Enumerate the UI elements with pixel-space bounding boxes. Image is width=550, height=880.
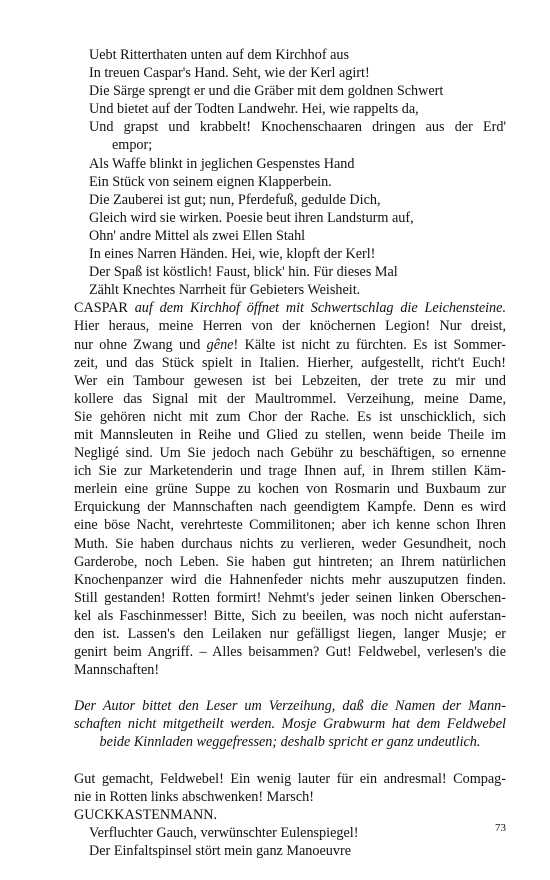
prose-line: Garderobe, noch Leben. Sie haben gut hintreten; an Ihrem natürlichen (74, 553, 506, 570)
caspar-speech-2 (74, 770, 506, 824)
prose-line: nie in Rotten links abschwenken! Marsch! (74, 788, 314, 805)
stage-line: schaften nicht mitgetheilt werden. Mosje Grabwurm hat dem Feldwebel (74, 716, 506, 733)
verse-line: Der Einfaltspinsel stört mein ganz Manoeuvre (89, 842, 351, 859)
prose-line: kollere das Signal mit der Maultrommel. Verzeihung, meine Dame, (74, 390, 506, 407)
prose-line: ich Sie zur Marketenderin und trage Ihnen auf, in Ihrem stillen Käm- (74, 463, 506, 480)
prose-line: kel als Faschinmesser! Bitte, Sich zu beeilen, was noch nicht auferstan- (74, 607, 506, 624)
prose-line: nur ohne Zwang und gêne! Kälte ist nicht zu fürchten. Es ist Sommer- (74, 336, 506, 353)
stage-line: Der Autor bittet den Leser um Verzeihung, daß die Namen der Mann- (74, 698, 506, 715)
prose-line: Muth. Sie haben durchaus nichts zu verlieren, weder Gesundheit, noch (74, 535, 506, 552)
prose-line: zeit, und das Stück spielt in Italien. Hierher, aufgestellt, richt't Euch! (74, 354, 506, 371)
verse-block-2 (74, 824, 506, 860)
prose-line: genirt beim Angriff. – Alles beisammen? Gut! Feldwebel, verlesen's die (74, 644, 506, 661)
caspar-lines (74, 317, 506, 679)
prose-line: Mannschaften! (74, 662, 160, 679)
speaker-name: CASPAR (74, 300, 128, 317)
verse-line: In eines Narren Händen. Hei, wie, klopft der Kerl! (89, 246, 376, 263)
verse-line: Die Särge sprengt er und die Gräber mit dem goldnen Schwert (89, 83, 444, 100)
prose-line: Negligé sind. Um Sie jedoch nach Gebühr zu beschäftigen, so ernenne (74, 445, 506, 462)
prose-line: Hier heraus, meine Herren von der knöchernen Legion! Nur dreist, (74, 318, 506, 335)
prose-line: Gut gemacht, Feldwebel! Ein wenig lauter für ein andresmal! Compag- (74, 770, 506, 787)
stage-line: beide Kinnladen weggefressen; deshalb spricht er ganz undeutlich. (99, 734, 481, 751)
prose-line: merlein eine grüne Suppe zu kochen von Rosmarin und Buxbaum zur (74, 481, 506, 498)
prose-line: eine böse Nacht, verehrteste Commilitonen; aber ich kenne schon Ihren (74, 517, 506, 534)
prose-line: den ist. Lassen's den Leilaken nur gefälligst liegen, langer Musje; er (74, 626, 506, 642)
prose-line: Wer ein Tambour gewesen ist bei Lebzeiten, der trete zu mir und (74, 372, 506, 389)
prose-line: Knochenpanzer wird die Hahnenfeder nichts mehr auszuputzen finden. (74, 571, 506, 588)
verse-line: Zählt Knechtes Narrheit für Gebieters Weisheit. (89, 282, 361, 299)
stage-direction (74, 697, 506, 751)
verse-block-1 (74, 46, 506, 299)
page-text (74, 46, 506, 860)
verse-line: Und bietet auf der Todten Landwehr. Hei, wie rappelts da, (89, 101, 419, 118)
verse-line: Und grapst und krabbelt! Knochenschaaren dringen aus der Erd' (89, 119, 506, 136)
prose-line: Erquickung der Mannschaften nach geendigtem Kampfe. Denn es wird (74, 499, 506, 516)
prose-line: Sie gehören nicht mit zum Chor der Rache. Es ist unschicklich, sich (74, 408, 506, 425)
speech-heading-line (74, 299, 506, 317)
verse-line: Die Zauberei ist gut; nun, Pferdefuß, gedulde Dich, (89, 191, 381, 208)
stage-instruction: auf dem Kirchhof öffnet mit Schwertschlag die Leichensteine. (134, 300, 506, 317)
speaker-name: GUCKKASTENMANN. (74, 806, 218, 823)
verse-line-continuation: empor; (112, 137, 153, 154)
verse-line: Verfluchter Gauch, verwünschter Eulenspiegel! (89, 824, 359, 841)
verse-line: Als Waffe blinkt in jeglichen Gespenstes Hand (89, 155, 355, 172)
verse-line: Ein Stück von seinem eignen Klapperbein. (89, 173, 332, 190)
verse-line: Ohn' andre Mittel als zwei Ellen Stahl (89, 227, 306, 244)
page-number: 73 (495, 822, 506, 834)
verse-line: In treuen Caspar's Hand. Seht, wie der Kerl agirt! (89, 65, 370, 82)
verse-line: Uebt Ritterthaten unten auf dem Kirchhof aus (89, 47, 350, 63)
prose-line: Still gestanden! Rotten formirt! Nehmt's jeder seinen linken Oberschen- (74, 589, 506, 606)
prose-line: mit Mannsleuten in Reihe und Glied zu stellen, wenn beide Theile im (74, 426, 506, 443)
verse-line: Gleich wird sie wirken. Poesie beut ihren Landsturm auf, (89, 209, 414, 226)
spacer (74, 752, 506, 770)
verse-line: Der Spaß ist köstlich! Faust, blick' hin. Für dieses Mal (89, 264, 398, 281)
caspar-speech (74, 299, 506, 679)
